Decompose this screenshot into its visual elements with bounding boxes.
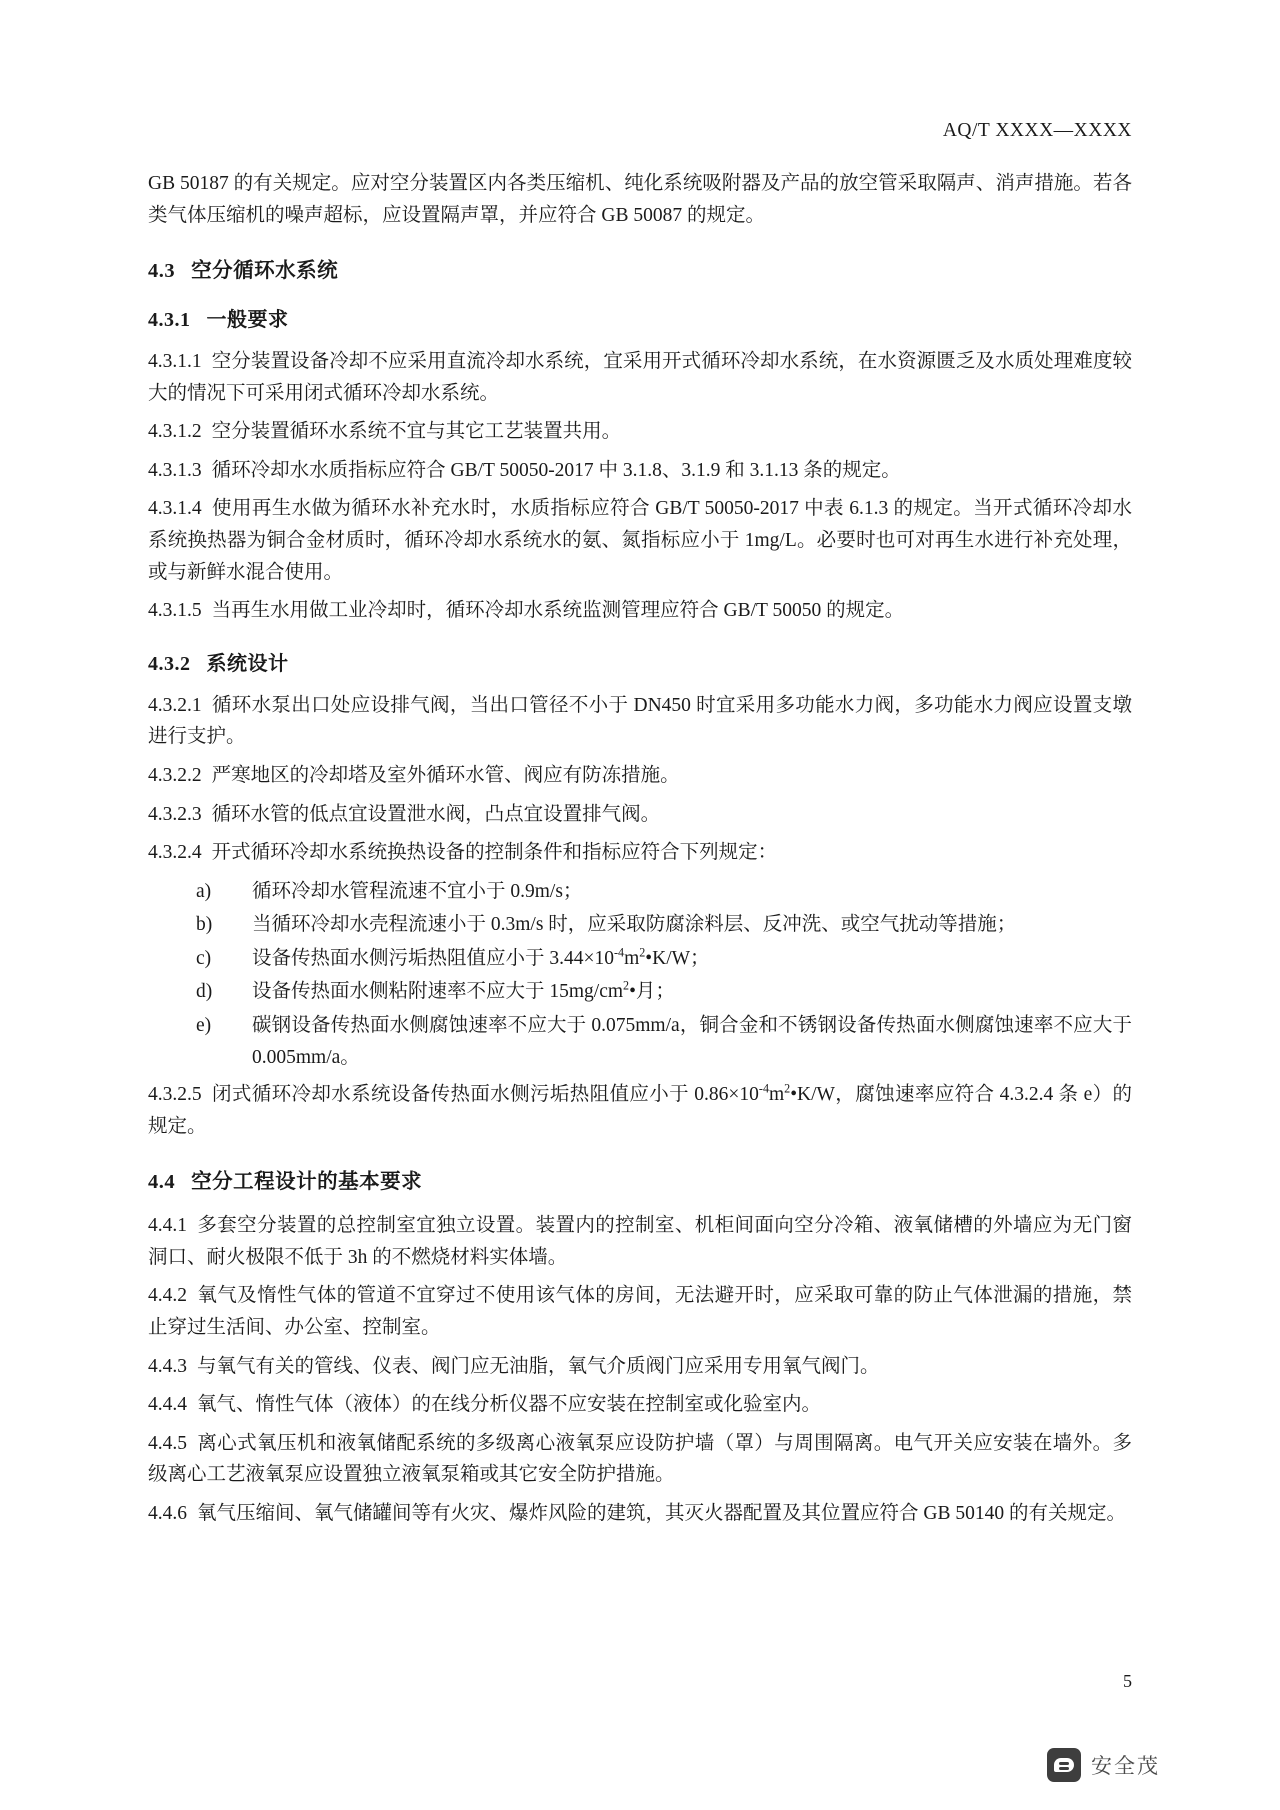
clause-number: 4.3.2.3 (148, 803, 202, 825)
clause-4-3-2-3 (148, 799, 1132, 831)
clause-text: 空分装置循环水系统不宜与其它工艺装置共用。 (211, 421, 622, 443)
subsection-number-4-3-1: 4.3.1 (148, 309, 191, 332)
clause-number: 4.4.3 (148, 1355, 187, 1377)
clause-text: 氧气及惰性气体的管道不宜穿过不使用该气体的房间，无法避开时，应采取可靠的防止气体泄漏的措施，禁止穿过生活间、办公室、控制室。 (148, 1285, 1132, 1339)
section-number-4-3: 4.3 (148, 260, 176, 283)
list-item (148, 876, 1132, 908)
list-item-text: 碳钢设备传热面水侧腐蚀速率不应大于 0.075mm/a，铜合金和不锈钢设备传热面水侧腐蚀速率不应大于 0.005mm/a。 (252, 1014, 1132, 1068)
list-item-text: 循环冷却水管程流速不宜小于 0.9m/s； (252, 880, 583, 902)
clause-4-3-1-2 (148, 416, 1132, 448)
clause-4-3-2-5 (148, 1079, 1132, 1142)
clause-number: 4.3.2.1 (148, 694, 202, 716)
clause-4-3-2-4 (148, 837, 1132, 869)
clause-text: 使用再生水做为循环水补充水时，水质指标应符合 GB/T 50050-2017 中表 6.1.3 的规定。当开式循环冷却水系统换热器为铜合金材质时，循环冷却水系统水的氨、氮指标应小于 1mg/L。必要时也可对再生水进行补充处理，或与新鲜水混合使用。 (148, 498, 1132, 583)
clause-text: 循环水泵出口处应设排气阀，当出口管径不小于 DN450 时宜采用多功能水力阀，多功能水力阀应设置支墩进行支护。 (148, 694, 1132, 748)
section-title-4-4: 空分工程设计的基本要求 (191, 1171, 423, 1194)
watermark-label: 安全茂 (1091, 1755, 1160, 1778)
section-heading-4-3 (148, 253, 1132, 283)
clause-text: 循环冷却水水质指标应符合 GB/T 50050-2017 中 3.1.8、3.1.9 和 3.1.13 条的规定。 (211, 459, 901, 481)
clause-4-4-6 (148, 1498, 1132, 1530)
clause-text: 当再生水用做工业冷却时，循环冷却水系统监测管理应符合 GB/T 50050 的规定。 (211, 600, 905, 622)
clause-number: 4.4.1 (148, 1215, 187, 1237)
clause-text: 空分装置设备冷却不应采用直流冷却水系统，宜采用开式循环冷却水系统，在水资源匮乏及水质处理难度较大的情况下可采用闭式循环冷却水系统。 (148, 351, 1132, 404)
clause-number: 4.3.1.1 (148, 351, 202, 373)
clause-number: 4.4.4 (148, 1394, 187, 1416)
list-4-3-2-4 (148, 876, 1132, 1073)
list-marker: b) (196, 914, 213, 936)
clause-text: 严寒地区的冷却塔及室外循环水管、阀应有防冻措施。 (211, 764, 680, 786)
watermark (1047, 1748, 1160, 1782)
clause-number: 4.4.5 (148, 1432, 187, 1454)
subsection-heading-4-3-1 (148, 303, 1132, 332)
clause-4-3-2-1 (148, 690, 1132, 753)
list-item-text: 当循环冷却水壳程流速小于 0.3m/s 时，应采取防腐涂料层、反冲洗、或空气扰动等措施； (252, 914, 1017, 936)
clause-number: 4.3.2.4 (148, 842, 202, 864)
clause-4-3-2-2 (148, 760, 1132, 792)
clause-number: 4.3.1.5 (148, 600, 202, 622)
clause-number: 4.4.2 (148, 1285, 187, 1307)
clause-4-3-1-4 (148, 493, 1132, 588)
page-header: AQ/T XXXX—XXXX (942, 120, 1132, 141)
clause-4-4-3 (148, 1351, 1132, 1383)
subsection-number-4-3-2: 4.3.2 (148, 652, 191, 675)
list-item (148, 976, 1132, 1008)
clause-number: 4.3.1.3 (148, 459, 202, 481)
page-number: 5 (1123, 1671, 1132, 1691)
clause-text: 离心式氧压机和液氧储配系统的多级离心液氧泵应设防护墙（罩）与周围隔离。电气开关应安装在墙外。多级离心工艺液氧泵应设置独立液氧泵箱或其它安全防护措施。 (148, 1432, 1132, 1486)
list-marker: e) (196, 1014, 212, 1036)
clause-4-4-4 (148, 1389, 1132, 1421)
clause-4-4-5 (148, 1428, 1132, 1491)
list-marker: c) (196, 947, 212, 969)
list-item (148, 943, 1132, 975)
clause-text: 与氧气有关的管线、仪表、阀门应无油脂，氧气介质阀门应采用专用氧气阀门。 (197, 1355, 880, 1377)
subsection-title-4-3-1: 一般要求 (206, 309, 289, 332)
clause-4-4-2 (148, 1280, 1132, 1343)
clause-text: 开式循环冷却水系统换热设备的控制条件和指标应符合下列规定： (211, 842, 778, 864)
clause-number: 4.3.2.2 (148, 764, 202, 786)
clause-4-3-1-5 (148, 595, 1132, 627)
list-item (148, 1010, 1132, 1073)
section-number-4-4: 4.4 (148, 1171, 176, 1194)
clause-4-3-1-3 (148, 455, 1132, 487)
list-marker: d) (196, 981, 213, 1003)
list-item (148, 909, 1132, 941)
section-heading-4-4 (148, 1164, 1132, 1194)
clause-text: 闭式循环冷却水系统设备传热面水侧污垢热阻值应小于 $0.86\times 10^{-4}m^2•K/W$，腐蚀速率应符合 4.3.2.4 条 e）的规定。 (148, 1081, 1132, 1137)
list-item-text: 设备传热面水侧粘附速率不应大于 $15mg/cm^2•$月； (252, 978, 675, 1003)
list-item-text: 设备传热面水侧污垢热阻值应小于 $3.44\times 10^{-4}m^2•K/W$； (252, 945, 710, 969)
clause-number: 4.4.6 (148, 1502, 187, 1524)
clause-4-4-1 (148, 1210, 1132, 1273)
clause-number: 4.3.2.5 (148, 1084, 202, 1106)
intro-paragraph: GB 50187 的有关规定。应对空分装置区内各类压缩机、纯化系统吸附器及产品的放空管采取隔声、消声措施。若各类气体压缩机的噪声超标，应设置隔声罩，并应符合 GB 50087 的规定。 (148, 173, 1132, 226)
clause-text: 氧气、惰性气体（液体）的在线分析仪器不应安装在控制室或化验室内。 (197, 1394, 822, 1416)
clause-4-3-1-1 (148, 346, 1132, 409)
clause-text: 多套空分装置的总控制室宜独立设置。装置内的控制室、机柜间面向空分冷箱、液氧储槽的外墙应为无门窗洞口、耐火极限不低于 3h 的不燃烧材料实体墙。 (148, 1215, 1132, 1268)
subsection-heading-4-3-2 (148, 647, 1132, 676)
clause-text: 氧气压缩间、氧气储罐间等有火灾、爆炸风险的建筑，其灭火器配置及其位置应符合 GB 50140 的有关规定。 (197, 1502, 1126, 1524)
clause-text: 循环水管的低点宜设置泄水阀，凸点宜设置排气阀。 (211, 803, 661, 825)
clause-number: 4.3.1.2 (148, 421, 202, 443)
subsection-title-4-3-2: 系统设计 (206, 652, 289, 675)
clause-number: 4.3.1.4 (148, 498, 202, 520)
wechat-logo-icon (1047, 1748, 1081, 1782)
section-title-4-3: 空分循环水系统 (191, 260, 339, 283)
list-marker: a) (196, 880, 212, 902)
